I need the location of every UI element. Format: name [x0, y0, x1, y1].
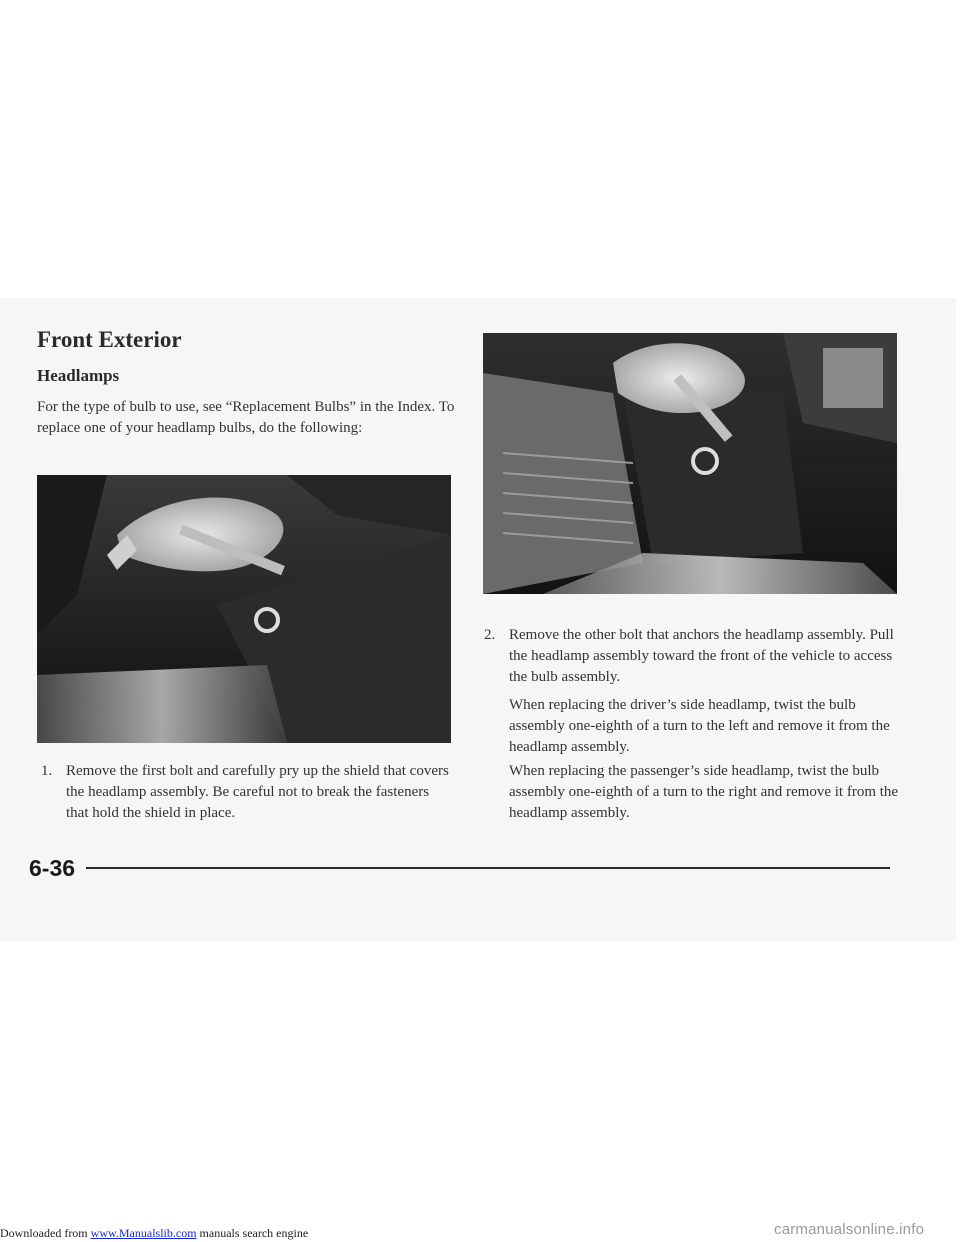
intro-paragraph: For the type of bulb to use, see “Replacement Bulbs” in the Index. To replace one of your headlamp bulbs, do the following: [37, 399, 455, 436]
step-number: 2. [484, 627, 496, 643]
step-2 [484, 625, 904, 688]
step-number: 1. [41, 763, 53, 779]
step-text: Remove the other bolt that anchors the headlamp assembly. Pull the headlamp assembly toward the front of the vehicle to access the bulb assembly. [509, 627, 894, 685]
passengers-side-paragraph: When replacing the passenger’s side headlamp, twist the bulb assembly one-eighth of a turn to the right and remove it from the headlamp assembly. [509, 763, 899, 821]
footer-rule [86, 867, 890, 869]
step-text: Remove the first bolt and carefully pry up the shield that covers the headlamp assembly. Be careful not to break the fasteners that hold the shield in place. [66, 763, 449, 821]
drivers-side-paragraph: When replacing the driver’s side headlamp, twist the bulb assembly one-eighth of a turn to the left and remove it from the headlamp assembly. [509, 697, 890, 755]
section-title: Front Exterior [37, 327, 182, 352]
footer-suffix: manuals search engine [196, 1226, 309, 1240]
watermark: carmanualsonline.info [774, 1221, 925, 1238]
photo-remove-first-bolt [37, 475, 451, 743]
page-number: 6-36 [29, 855, 76, 881]
footer-prefix: Downloaded from [0, 1226, 91, 1240]
manualslib-link[interactable]: www.Manualslib.com [90, 1226, 197, 1240]
sub-title: Headlamps [37, 366, 120, 385]
photo-remove-other-bolt [483, 333, 897, 594]
step-1 [41, 761, 453, 824]
download-footer [0, 1226, 308, 1241]
